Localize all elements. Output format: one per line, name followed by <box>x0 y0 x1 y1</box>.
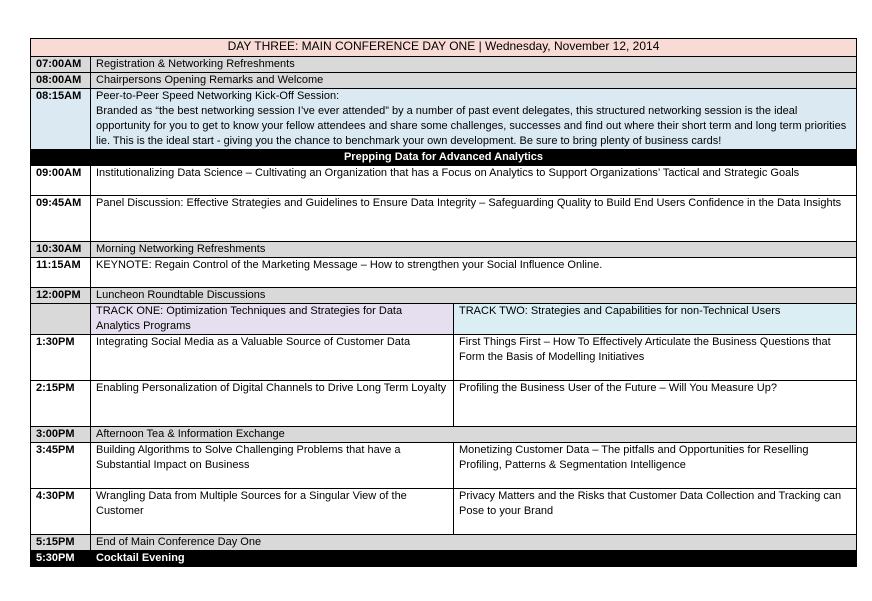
schedule-row <box>31 535 857 551</box>
track-two-session: Profiling the Business User of the Future – Will You Measure Up? <box>454 381 857 427</box>
track-row <box>31 443 857 489</box>
day-date: Wednesday, November 12, 2014 <box>485 39 660 53</box>
track-two-title: TRACK TWO: Strategies and Capabilities for non-Technical Users <box>454 304 857 335</box>
session-title: Afternoon Tea & Information Exchange <box>91 427 857 443</box>
track-row <box>31 489 857 535</box>
schedule-row <box>31 242 857 258</box>
session-time: 2:15PM <box>31 381 91 427</box>
session-title: Luncheon Roundtable Discussions <box>91 288 857 304</box>
schedule-row <box>31 551 857 567</box>
session-title: Peer-to-Peer Speed Networking Kick-Off Session: <box>96 90 340 102</box>
schedule-row <box>31 57 857 73</box>
session-title: Chairpersons Opening Remarks and Welcome <box>91 73 857 89</box>
session-time: 10:30AM <box>31 242 91 258</box>
track-one-session: Integrating Social Media as a Valuable Source of Customer Data <box>91 335 454 381</box>
session-time: 09:45AM <box>31 196 91 242</box>
session-title: Cocktail Evening <box>91 551 857 567</box>
schedule-row <box>31 73 857 89</box>
section-row <box>31 150 857 166</box>
session-time: 08:00AM <box>31 73 91 89</box>
session-title: End of Main Conference Day One <box>91 535 857 551</box>
session-title: Morning Networking Refreshments <box>91 242 857 258</box>
session-time: 12:00PM <box>31 288 91 304</box>
session-title: Institutionalizing Data Science – Cultivating an Organization that has a Focus on Analytics to Support Organizations’ Tactical and Strategic Goals <box>91 166 857 196</box>
schedule-table <box>30 38 857 567</box>
session-time: 4:30PM <box>31 489 91 535</box>
schedule-row <box>31 196 857 242</box>
session-title: Registration & Networking Refreshments <box>91 57 857 73</box>
track-one-session: Enabling Personalization of Digital Channels to Drive Long Term Loyalty <box>91 381 454 427</box>
session-time: 09:00AM <box>31 166 91 196</box>
session-description: Branded as “the best networking session I’ve ever attended” by a number of past event delegates, this structured networking session is the ideal opportunity for you to get to know your fellow attendees and share some challenges, successes and find out where their short term and long term priorities lie. This is the ideal start - giving you the chance to benchmark your own development. Be sure to bring plenty of business cards! <box>96 105 847 147</box>
header-separator: | <box>478 39 482 53</box>
session-time: 11:15AM <box>31 258 91 288</box>
day-header-row <box>31 39 857 57</box>
session-title: Panel Discussion: Effective Strategies and Guidelines to Ensure Data Integrity – Safeguarding Quality to Build End Users Confidence in the Data Insights <box>91 196 857 242</box>
session-time: 07:00AM <box>31 57 91 73</box>
schedule-row <box>31 288 857 304</box>
session-title: KEYNOTE: Regain Control of the Marketing Message – How to strengthen your Social Influence Online. <box>91 258 857 288</box>
session-time: 08:15AM <box>31 89 91 150</box>
track-two-session: Privacy Matters and the Risks that Customer Data Collection and Tracking can Pose to your Brand <box>454 489 857 535</box>
track-two-session: Monetizing Customer Data – The pitfalls and Opportunities for Reselling Profiling, Patterns & Segmentation Intelligence <box>454 443 857 489</box>
track-one-session: Building Algorithms to Solve Challenging Problems that have a Substantial Impact on Business <box>91 443 454 489</box>
session-block <box>91 89 857 150</box>
session-time: 3:00PM <box>31 427 91 443</box>
day-header <box>31 39 857 57</box>
session-time: 5:15PM <box>31 535 91 551</box>
schedule-row <box>31 89 857 150</box>
section-title: Prepping Data for Advanced Analytics <box>31 150 857 166</box>
track-row <box>31 381 857 427</box>
track-one-title: TRACK ONE: Optimization Techniques and Strategies for Data Analytics Programs <box>91 304 454 335</box>
session-time: 1:30PM <box>31 335 91 381</box>
schedule-row <box>31 166 857 196</box>
track-one-session: Wrangling Data from Multiple Sources for a Singular View of the Customer <box>91 489 454 535</box>
day-title: DAY THREE: MAIN CONFERENCE DAY ONE <box>227 39 476 53</box>
schedule-row <box>31 427 857 443</box>
track-header-time <box>31 304 91 335</box>
track-header-row <box>31 304 857 335</box>
track-row <box>31 335 857 381</box>
session-time: 3:45PM <box>31 443 91 489</box>
schedule-row <box>31 258 857 288</box>
track-two-session: First Things First – How To Effectively Articulate the Business Questions that Form the Basis of Modelling Initiatives <box>454 335 857 381</box>
session-time: 5:30PM <box>31 551 91 567</box>
